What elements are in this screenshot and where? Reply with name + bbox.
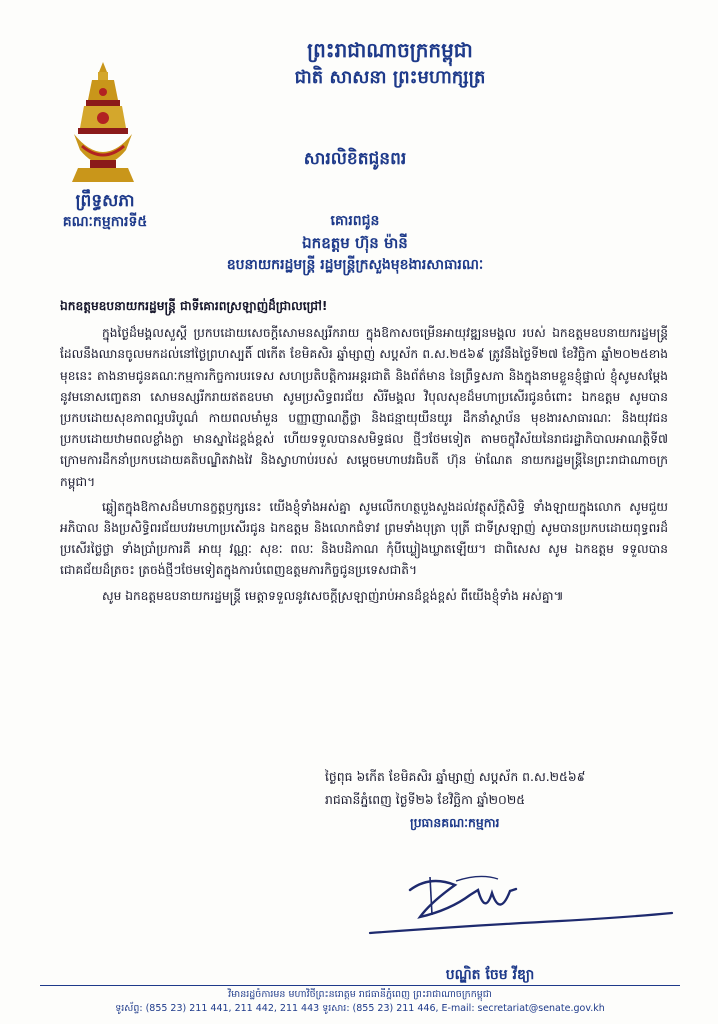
footer-divider [40, 985, 680, 986]
closing-block [325, 765, 685, 834]
footer-contact: ទូរស័ព្ទ: (855 23) 211 441, 211 442, 211 443 ទូរសារ: (855 23) 211 446, E-mail: secretariat@senate.gov.kh [115, 1003, 605, 1014]
signer-name: បណ្ឌិត ចែម វីឌ្យា [445, 967, 535, 983]
org-name: ព្រឹទ្ធសភា [75, 191, 135, 211]
document-title: សារលិខិតជូនពរ [303, 149, 407, 169]
respect-line: គោរពជូន [330, 213, 380, 229]
lunar-date: ថ្ងៃពុធ ៦កើត ខែមិគសិរ ឆ្នាំម្សាញ់ សប្តស័ក ព.ស.២៥៦៩ [325, 769, 586, 784]
kingdom-line: ព្រះរាជាណាចក្រកម្ពុជា [307, 38, 473, 62]
national-header [240, 35, 540, 91]
signer-title: ប្រធានគណៈកម្មការ [410, 815, 500, 830]
footer [40, 988, 680, 1016]
paragraph-2: ឆ្លៀតក្នុងឱកាសដ៏មហានក្ខត្តឫក្សនេះ យើងខ្ញុំទាំងអស់គ្នា សូមលើកហត្ថបួងសួងដល់វត្ថុស័ក្តិសិទ្ធិ ទាំងឡាយក្នុងលោក សូមជួយអភិបាល និងប្រសិទ្ធិពរជ័យបវរមហាប្រសើរជូន ឯកឧត្តម និងលោកជំទាវ ព្រមទាំងបុត្រា បុត្រី ជាទីស្រឡាញ់ សូមបានប្រកបដោយពុទ្ធពរដ៏ប្រសើរថ្លៃថ្លា ទាំងប្រាំប្រការគឺ អាយុ វណ្ណៈ សុខៈ ពលៈ និងបដិភាណ កុំបីឃ្លៀងឃ្លាតឡើយ។ ជាពិសេស សូម ឯកឧត្តម ទទួលបានជោគជ័យដ៏ត្រចះ ត្រចង់ថ្មីៗថែមទៀតក្នុងការបំពេញឧត្តមភារកិច្ចជូនប្រទេសជាតិ។ [60, 499, 668, 578]
handwritten-signature-icon [360, 855, 680, 940]
footer-address: វិមានរដ្ឋចំការមន មហាវិថីព្រះនរោត្តម រាជធានីភ្នំពេញ ព្រះរាជាណាចក្រកម្ពុជា [228, 989, 492, 1000]
solar-date: រាជធានីភ្នំពេញ ថ្ងៃទី២៦ ខែវិច្ឆិកា ឆ្នាំ២០២៥ [325, 792, 525, 807]
paragraph-3: សូម ឯកឧត្តមឧបនាយករដ្ឋមន្ត្រី មេត្តាទទួលនូវសេចក្តីស្រឡាញ់រាប់អានដ៏ខ្ពង់ខ្ពស់ ពីយើងខ្ញុំទាំង អស់គ្នា៕ [102, 588, 564, 603]
paragraph-1: ក្នុងថ្ងៃដ៏មង្គលសួស្តី ប្រកបដោយសេចក្តីសោមនស្សរីករាយ ក្នុងឱកាសចម្រើនអាយុវឌ្ឍនមង្គល របស់ ឯកឧត្តមឧបនាយករដ្ឋមន្ត្រី ដែលនឹងឈានចូលមកដល់នៅថ្ងៃព្រហស្បតិ៍ ៧កើត ខែមិគសិរ ឆ្នាំម្សាញ់ សប្តស័ក ព.ស.២៥៦៩ ត្រូវនឹងថ្ងៃទី២៧ ខែវិច្ឆិកា ឆ្នាំ២០២៥ខាងមុខនេះ តាងនាមជូនគណៈកម្មការកិច្ចការបរទេស សហប្រតិបត្តិការអន្តរជាតិ និងព័ត៌មាន នៃព្រឹទ្ធសភា និងក្នុងនាមខ្លួនខ្ញុំផ្ទាល់ ខ្ញុំសូមសម្តែងនូវមនោសញ្ចេតនា សោមនស្សរីករាយឥតឧបមា សូមប្រសិទ្ធពរជ័យ សិរីមង្គល វិបុលសុខដ៏មហាប្រសើរជូនចំពោះ ឯកឧត្តម សូមបានប្រកបដោយសុខភាពល្អបរិបូណ៌ កាយពលមាំមួន បញ្ញាញាណភ្លឺថ្លា និងជន្មាយុយឺនយូរ ដឹកនាំស្ថាប័ន មុខងារសាធារណៈ និងយុវជនប្រកបដោយឋាមពលខ្លាំងក្លា មានស្នាដៃខ្ពង់ខ្ពស់ ហើយទទួលបានសមិទ្ធផល ថ្មីៗថែមទៀត តាមចក្ខុវិស័យនៃរាជរដ្ឋាភិបាលអាណត្តិទី៧ ក្រោមការដឹកនាំប្រកបដោយគតិបណ្ឌិតវាងវៃ និងស្វាហាប់របស់ សម្តេចមហាបវរធិបតី ហ៊ុន ម៉ាណែត នាយករដ្ឋមន្ត្រីនៃព្រះរាជាណាចក្រកម្ពុជា។ [60, 326, 668, 489]
motto-line: ជាតិ សាសនា ព្រះមហាក្សត្រ [294, 67, 486, 88]
recipient-name: ឯកឧត្តម ហ៊ុន ម៉ានី [302, 234, 408, 252]
recipient-position: ឧបនាយករដ្ឋមន្ត្រី រដ្ឋមន្ត្រីក្រសួងមុខងារសាធារណៈ [226, 257, 484, 273]
letter-body [60, 296, 668, 611]
committee-name: គណៈកម្មការទី៥ [62, 214, 148, 230]
senate-emblem-icon [68, 60, 138, 185]
recipient-block [130, 210, 580, 276]
salutation: ឯកឧត្តមឧបនាយករដ្ឋមន្ត្រី ជាទីគោរពស្រឡាញ់ដ៏ជ្រាលជ្រៅ! [60, 299, 328, 313]
